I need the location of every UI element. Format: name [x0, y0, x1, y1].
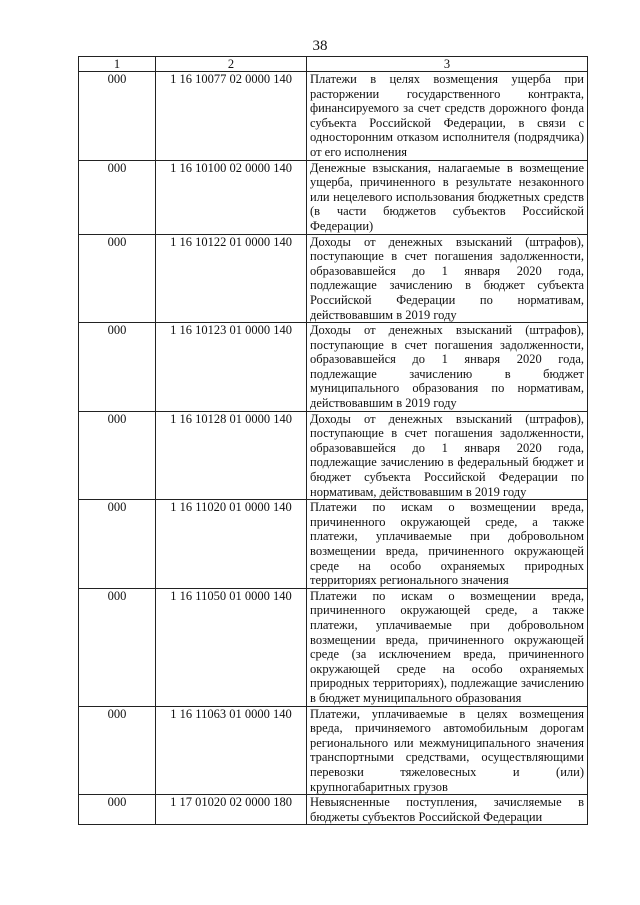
revenue-classification-table: [78, 56, 588, 825]
kbk-code-cell: 1 16 10122 01 0000 140: [156, 234, 307, 323]
table-row: [79, 500, 588, 589]
description-cell: Доходы от денежных взысканий (штрафов), поступающие в счет погашения задолженности, образовавшейся до 1 января 2020 года, подлежащие зачислению в федеральный бюджет и бюджет субъекта Российской Федерации по нормативам, действовавшим в 2019 году: [307, 411, 588, 500]
table-row: [79, 588, 588, 706]
kbk-code-cell: 1 16 11063 01 0000 140: [156, 706, 307, 795]
page-number: 38: [312, 38, 328, 54]
admin-code-cell: 000: [79, 706, 156, 795]
description-cell: Доходы от денежных взысканий (штрафов), поступающие в счет погашения задолженности, образовавшейся до 1 января 2020 года, подлежащие зачислению в бюджет муниципального образования по нормативам, действовавшим в 2019 году: [307, 323, 588, 412]
admin-code-cell: 000: [79, 234, 156, 323]
column-header-2: 2: [156, 57, 307, 72]
table-row: [79, 234, 588, 323]
table-row: [79, 72, 588, 161]
kbk-code-cell: 1 16 11020 01 0000 140: [156, 500, 307, 589]
kbk-code-cell: 1 16 10128 01 0000 140: [156, 411, 307, 500]
table-row: [79, 795, 588, 825]
column-header-1: 1: [79, 57, 156, 72]
admin-code-cell: 000: [79, 323, 156, 412]
description-cell: Денежные взыскания, налагаемые в возмещение ущерба, причиненного в результате незаконного или нецелевого использования бюджетных средств (в части бюджетов субъектов Российской Федерации): [307, 160, 588, 234]
table-row: [79, 411, 588, 500]
admin-code-cell: 000: [79, 160, 156, 234]
table-row: [79, 706, 588, 795]
admin-code-cell: 000: [79, 411, 156, 500]
table-row: [79, 160, 588, 234]
admin-code-cell: 000: [79, 795, 156, 825]
kbk-code-cell: 1 16 10077 02 0000 140: [156, 72, 307, 161]
description-cell: Платежи по искам о возмещении вреда, причиненного окружающей среде, а также платежи, уплачиваемые при добровольном возмещении вреда, причиненного окружающей среде на особо охраняемых природных территориях регионального значения: [307, 500, 588, 589]
description-cell: Платежи, уплачиваемые в целях возмещения вреда, причиняемого автомобильным дорогам регионального или межмуниципального значения транспортными средствами, осуществляющими перевозки тяжеловесных и (или) крупногабаритных грузов: [307, 706, 588, 795]
table-row: [79, 323, 588, 412]
table-header-row: [79, 57, 588, 72]
kbk-code-cell: 1 16 11050 01 0000 140: [156, 588, 307, 706]
admin-code-cell: 000: [79, 588, 156, 706]
admin-code-cell: 000: [79, 72, 156, 161]
description-cell: Доходы от денежных взысканий (штрафов), поступающие в счет погашения задолженности, образовавшейся до 1 января 2020 года, подлежащие зачислению в бюджет субъекта Российской Федерации по нормативам, действовавшим в 2019 году: [307, 234, 588, 323]
admin-code-cell: 000: [79, 500, 156, 589]
kbk-code-cell: 1 16 10123 01 0000 140: [156, 323, 307, 412]
description-cell: Невыясненные поступления, зачисляемые в бюджеты субъектов Российской Федерации: [307, 795, 588, 825]
description-cell: Платежи по искам о возмещении вреда, причиненного окружающей среде, а также платежи, уплачиваемые при добровольном возмещении вреда, причиненного окружающей среде (за исключением вреда, причиненного окружающей среде на особо охраняемых природных территориях), подлежащие зачислению в бюджет муниципального образования: [307, 588, 588, 706]
kbk-code-cell: 1 17 01020 02 0000 180: [156, 795, 307, 825]
column-header-3: 3: [307, 57, 588, 72]
description-cell: Платежи в целях возмещения ущерба при расторжении государственного контракта, финансируемого за счет средств дорожного фонда субъекта Российской Федерации, в связи с односторонним отказом исполнителя (подрядчика) от его исполнения: [307, 72, 588, 161]
kbk-code-cell: 1 16 10100 02 0000 140: [156, 160, 307, 234]
